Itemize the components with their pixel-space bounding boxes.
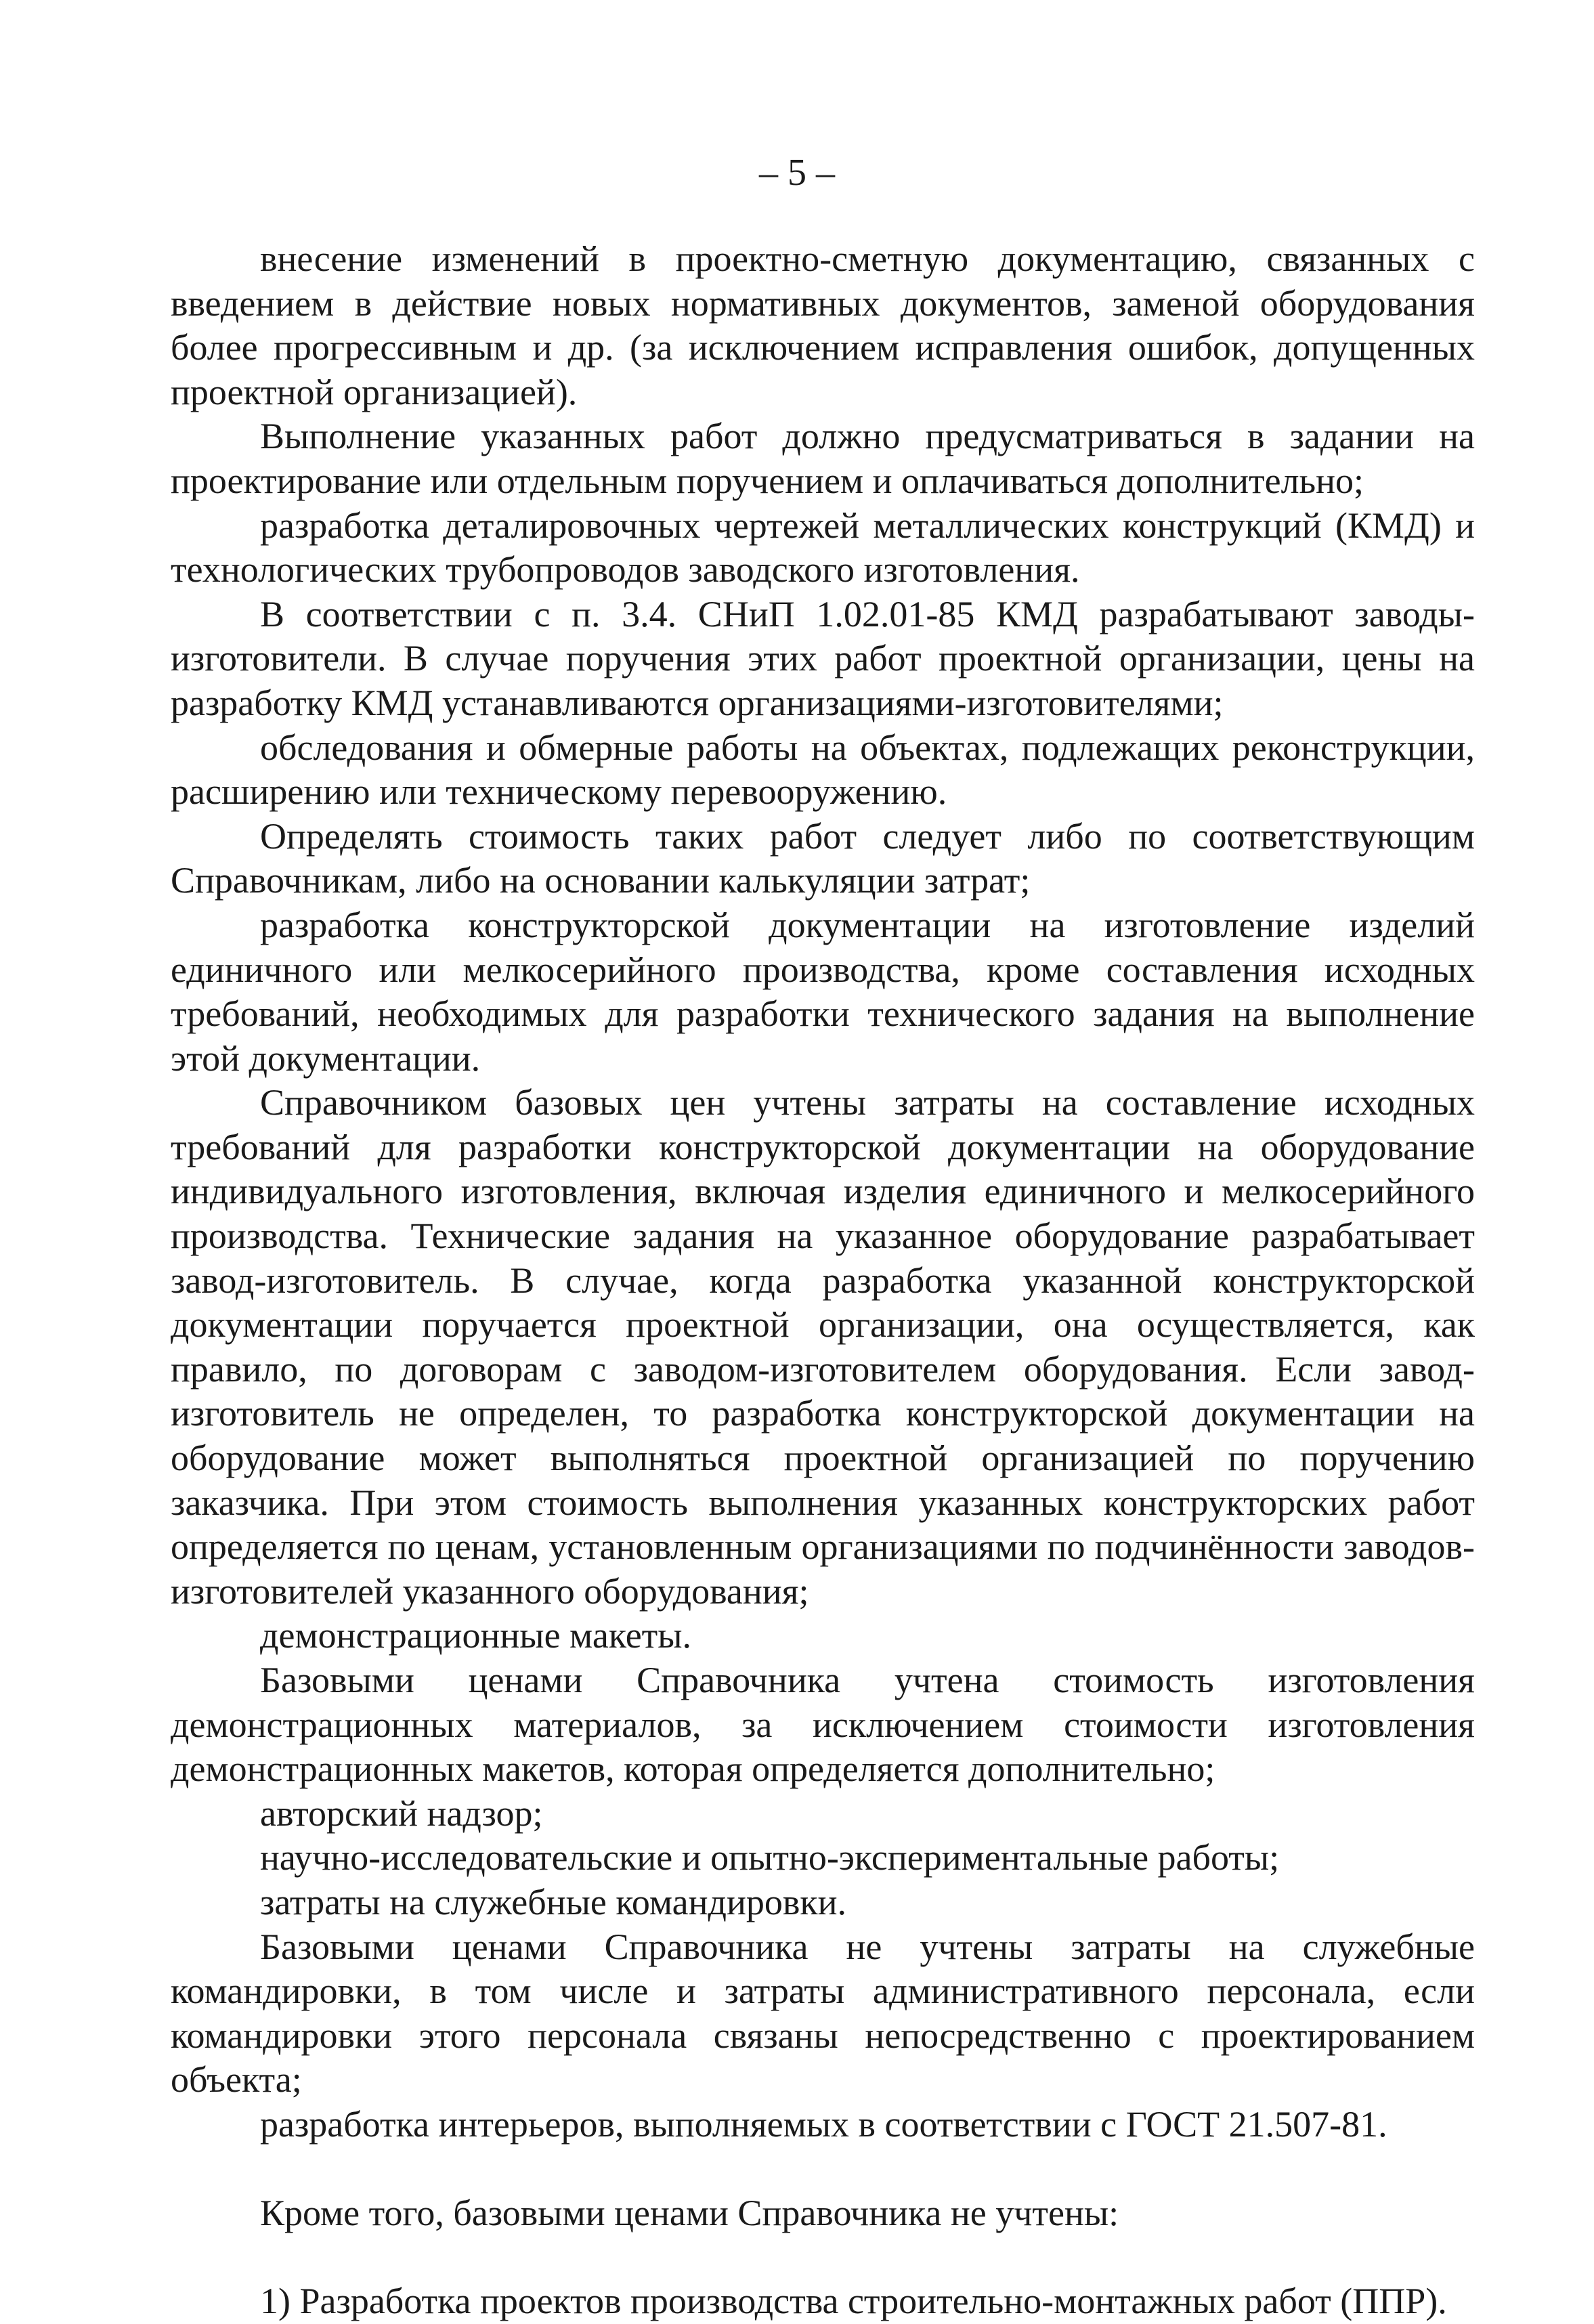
paragraph: обследования и обмерные работы на объектах, подлежащих реконструкции, расширению или техническому перевооружению. bbox=[171, 727, 1475, 813]
paragraph: авторский надзор; bbox=[260, 1792, 543, 1834]
list-item: 1) Разработка проектов производства строительно-монтажных работ (ППР). bbox=[260, 2281, 1447, 2322]
paragraph: научно-исследовательские и опытно-экспериментальные работы; bbox=[260, 1837, 1280, 1878]
paragraph: В соответствии с п. 3.4. СНиП 1.02.01-85 КМД разрабатывают заводы-изготовители. В случае поручения этих работ проектной организации, цены на разработку КМД устанавливаются организациями-изготовителями; bbox=[171, 593, 1475, 723]
paragraph: Базовыми ценами Справочника учтена стоимость изготовления демонстрационных материалов, за исключением стоимости изготовления демонстрационных макетов, которая определяется дополнительно; bbox=[171, 1660, 1475, 1790]
spacer bbox=[171, 2235, 1475, 2279]
paragraph: разработка интерьеров, выполняемых в соответствии с ГОСТ 21.507-81. bbox=[260, 2103, 1387, 2145]
paragraph: затраты на служебные командировки. bbox=[260, 1881, 847, 1922]
page-number: – 5 – bbox=[759, 152, 835, 194]
paragraph: Базовыми ценами Справочника не учтены затраты на служебные командировки, в том числе и затраты административного персонала, если командировки этого персонала связаны непосредственно с проектированием объекта; bbox=[171, 1926, 1475, 2101]
paragraph: разработка деталировочных чертежей металлических конструкций (КМД) и технологических трубопроводов заводского изготовления. bbox=[171, 504, 1475, 590]
paragraph: Определять стоимость таких работ следует либо по соответствующим Справочникам, либо на основании калькуляции затрат; bbox=[171, 815, 1475, 901]
paragraph: внесение изменений в проектно-сметную документацию, связанных с введением в действие новых нормативных документов, заменой оборудования более прогрессивным и др. (за исключением исправления ошибок, допущенных проектной организацией). bbox=[171, 238, 1475, 412]
paragraph: Справочником базовых цен учтены затраты на составление исходных требований для разработки конструкторской документации на оборудование индивидуального изготовления, включая изделия единичного и мелкосерийного производства. Технические задания на указанное оборудование разрабатывает завод-изготовитель. В случае, когда разработка указанной конструкторской документации поручается проектной организации, она осуществляется, как правило, по договорам с заводом-изготовителем оборудования. Если завод-изготовитель не определен, то разработка конструкторской документации на оборудование может выполняться проектной организацией по поручению заказчика. При этом стоимость выполнения указанных конструкторских работ определяется по ценам, установленным организациями по подчинённости заводов-изготовителей указанного оборудования; bbox=[171, 1082, 1475, 1612]
document-body bbox=[171, 237, 1475, 2324]
paragraph: Выполнение указанных работ должно предусматриваться в задании на проектирование или отдельным поручением и оплачиваться дополнительно; bbox=[171, 416, 1475, 501]
paragraph: Кроме того, базовыми ценами Справочника не учтены: bbox=[260, 2192, 1119, 2233]
paragraph: разработка конструкторской документации на изготовление изделий единичного или мелкосерийного производства, кроме составления исходных требований, необходимых для разработки технического задания на выполнение этой документации. bbox=[171, 904, 1475, 1079]
paragraph: демонстрационные макеты. bbox=[260, 1615, 692, 1656]
spacer bbox=[171, 2147, 1475, 2191]
